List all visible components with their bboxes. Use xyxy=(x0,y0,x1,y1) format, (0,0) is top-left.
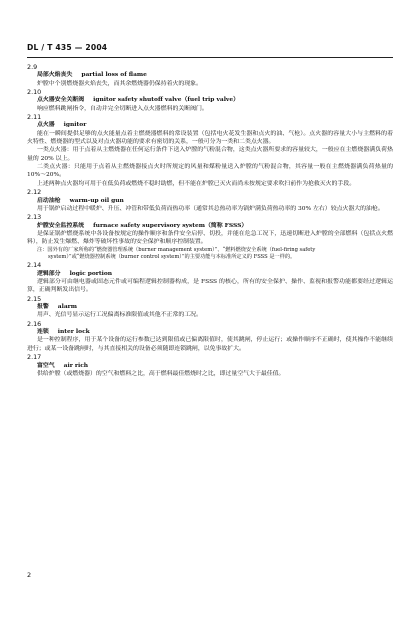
definition-paragraph: 一类点火器：用于点着从主燃烧器在任何运行条件下送入炉膛的气粉混合物，这类点火器所要求的容量较大，一般应在主燃烧器满负荷热量的 20% 以上。 xyxy=(27,147,393,162)
section-number: 2.15 xyxy=(27,294,42,303)
definition-paragraph: 用声、光信号显示运行工况偏离标准限值或其他不正常的工况。 xyxy=(37,312,202,319)
term-name-en: ignitor xyxy=(63,121,87,129)
term-name-en: alarm xyxy=(57,303,77,311)
definition-section xyxy=(27,188,393,213)
definition-paragraph: 炉膛中个别燃烧器火焰丧失，而其余燃烧器仍保持着火的现象。 xyxy=(37,80,202,87)
term-title xyxy=(27,362,393,370)
definition-paragraph: 供给炉膛（或燃烧器）的空气和燃料之比，高于燃料最佳燃烧时之比，即过量空气大于最佳值。 xyxy=(37,370,285,377)
section-number: 2.10 xyxy=(27,88,42,97)
definition-section xyxy=(27,213,393,261)
term-name-zh: 连锁 xyxy=(37,329,49,336)
section-number: 2.17 xyxy=(27,353,42,362)
term-title xyxy=(27,222,393,230)
term-title xyxy=(27,121,393,129)
definition-section xyxy=(27,88,393,113)
note-line: 注：国外有的厂家所称的“燃烧器管理系统（burner management system）”、“燃料燃烧安全系统（fuel-firing safety xyxy=(37,246,316,253)
term-name-en: ignitor safety shutoff valve（fuel trip valve） xyxy=(93,96,239,104)
term-title xyxy=(27,197,393,205)
term-name-en: air rich xyxy=(63,361,89,369)
definition-section xyxy=(27,320,393,353)
term-title xyxy=(27,270,393,278)
term-name-zh: 逻辑部分 xyxy=(37,270,61,277)
definition-paragraph: 逻辑部分可由继电器或固态元件或可编程逻辑控制器构成，是 FSSS 的核心，所有的安全保护、操作、监视和报警功能都要经过逻辑运算，正确判断发出信号。 xyxy=(27,279,393,294)
term-title xyxy=(27,328,393,336)
term-name-zh: 富空气 xyxy=(37,362,55,369)
note-line: system）”或“燃烧器控制系统（burner control system）”的主要功能与本标准所定义的 FSSS 是一样的。 xyxy=(48,253,296,260)
term-name-zh: 启动油枪 xyxy=(37,197,61,204)
definition-section xyxy=(27,353,393,378)
definition-paragraph: 是一种控制程序，用于某个设备的运行参数已达到限值或已偏离限值时，使其跳闸，停止运行；或操作顺序不正确时，使其操作不能继续进行；或某一设备跳闸时，与其直接相关的设备必须随即连锁跳闸，以免事故扩大。 xyxy=(27,337,393,352)
definition-paragraph: 二类点火器：只能用于点着从主燃烧器接点火时所规定的风量和煤粉量送入炉膛的气粉混合物，其容量一般在主燃烧器满负荷热量的 10%～20%。 xyxy=(27,164,393,179)
definition-section xyxy=(27,295,393,320)
section-number: 2.13 xyxy=(27,213,42,222)
term-name-zh: 炉膛安全监控系统 xyxy=(37,222,85,229)
definition-section xyxy=(27,63,393,88)
section-number: 2.12 xyxy=(27,188,42,197)
term-title xyxy=(27,71,393,79)
section-number: 2.14 xyxy=(27,261,42,270)
section-number: 2.11 xyxy=(27,113,42,122)
definition-paragraph: 是保证锅炉燃烧系统中各设备按规定的操作顺序和条件安全启停、切投，并能在危急工况下，迅速切断进入炉膛的全部燃料（包括点火燃料），防止发生爆燃、爆炸等破坏性事故的安全保护和顺序控制装置。 xyxy=(27,230,393,246)
term-name-en: partial loss of flame xyxy=(81,71,147,79)
definition-paragraph: 能在一瞬间提供足够的点火能量点着主燃烧器燃料的常设装置（包括电火花发生器和点火的油、气枪）。点火器的容量大小与主燃料的着火特性、燃烧器的型式以及对点火器功能的要求有密切的关系，一般可分为一类和二类点火器。 xyxy=(27,130,393,146)
header-rule xyxy=(27,57,393,58)
term-title xyxy=(27,303,393,311)
definition-paragraph: 响应燃料跳闸指令，自动并完全切断进入点火器燃料的关断阀门。 xyxy=(37,105,208,112)
term-name-en: inter lock xyxy=(57,328,90,336)
section-number: 2.9 xyxy=(27,63,38,71)
term-name-en: furnace safety supervisory system（简称 FSSS） xyxy=(93,221,248,229)
definition-section xyxy=(27,261,393,294)
definition-paragraph: 用于锅炉启动过程中暖炉、升压、冲管和带低负荷而热功率（通常其总热功率为锅炉满负荷热功率的 30% 左右）较点火器大的油枪。 xyxy=(37,205,384,212)
note xyxy=(27,247,393,262)
term-title xyxy=(27,96,393,104)
term-name-en: warm-up oil gun xyxy=(69,196,124,204)
term-name-zh: 局部火焰丧失 xyxy=(37,72,73,79)
standard-code-header: DL / T 435 — 2004 xyxy=(27,43,108,52)
term-name-zh: 报警 xyxy=(37,304,49,311)
page-number: 2 xyxy=(27,571,32,579)
term-name-en: logic portion xyxy=(69,269,113,277)
term-name-zh: 点火器 xyxy=(37,122,55,129)
definition-section xyxy=(27,113,393,188)
section-number: 2.16 xyxy=(27,319,42,328)
definition-paragraph: 上述两种点火器均可用于在低负荷或燃烧不稳时助燃，但不能在炉膛已灭火而尚未按规定要求吹扫前作为抢救灭火的手段。 xyxy=(37,180,356,187)
page-body xyxy=(27,63,393,378)
term-name-zh: 点火器安全关断阀 xyxy=(37,97,85,104)
